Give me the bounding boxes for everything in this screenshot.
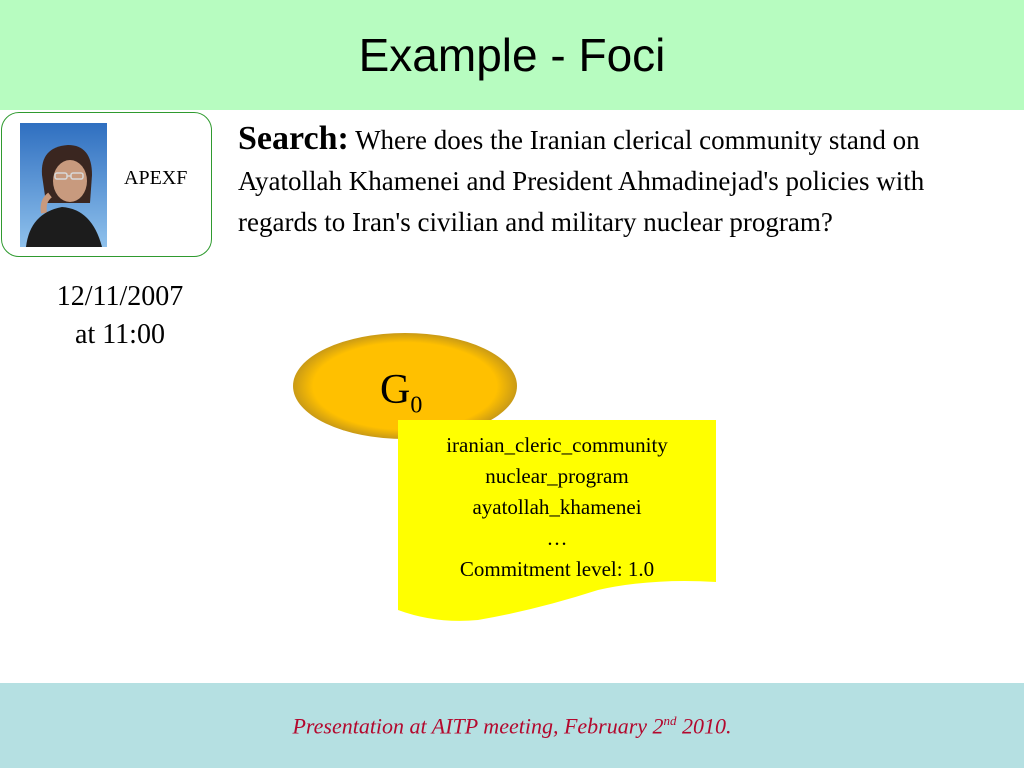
goal-note [398,430,716,585]
note-line: iranian_cleric_community [446,433,668,457]
note-line: ayatollah_khamenei [472,495,642,519]
goal-symbol: G [380,367,411,413]
note-line: nuclear_program [485,464,629,488]
slide-header [0,0,1024,110]
search-text: Where does the Iranian clerical community stand on Ayatollah Khamenei and President Ahmadinejad's policies with regards to Iran's civilian and military nuclear program? [238,125,925,237]
goal-subscript: 0 [410,392,423,419]
commitment-level: Commitment level: 1.0 [459,557,655,581]
user-photo-icon [20,123,107,247]
timestamp-time: at 11:00 [75,319,165,350]
user-card [1,112,212,257]
search-label: Search: [238,120,349,157]
goal-label [380,366,422,419]
footer-text [0,713,1024,739]
timestamp [0,278,240,354]
slide-title: Example - Foci [358,29,666,81]
search-query [238,118,1008,243]
note-ellipsis: … [546,526,568,550]
footer-text-year: 2010. [676,713,732,739]
footer-superscript: nd [663,713,677,728]
footer-text-main: Presentation at AITP meeting, February 2 [292,713,664,739]
user-name: APEXF [124,167,188,189]
timestamp-date: 12/11/2007 [56,281,184,312]
